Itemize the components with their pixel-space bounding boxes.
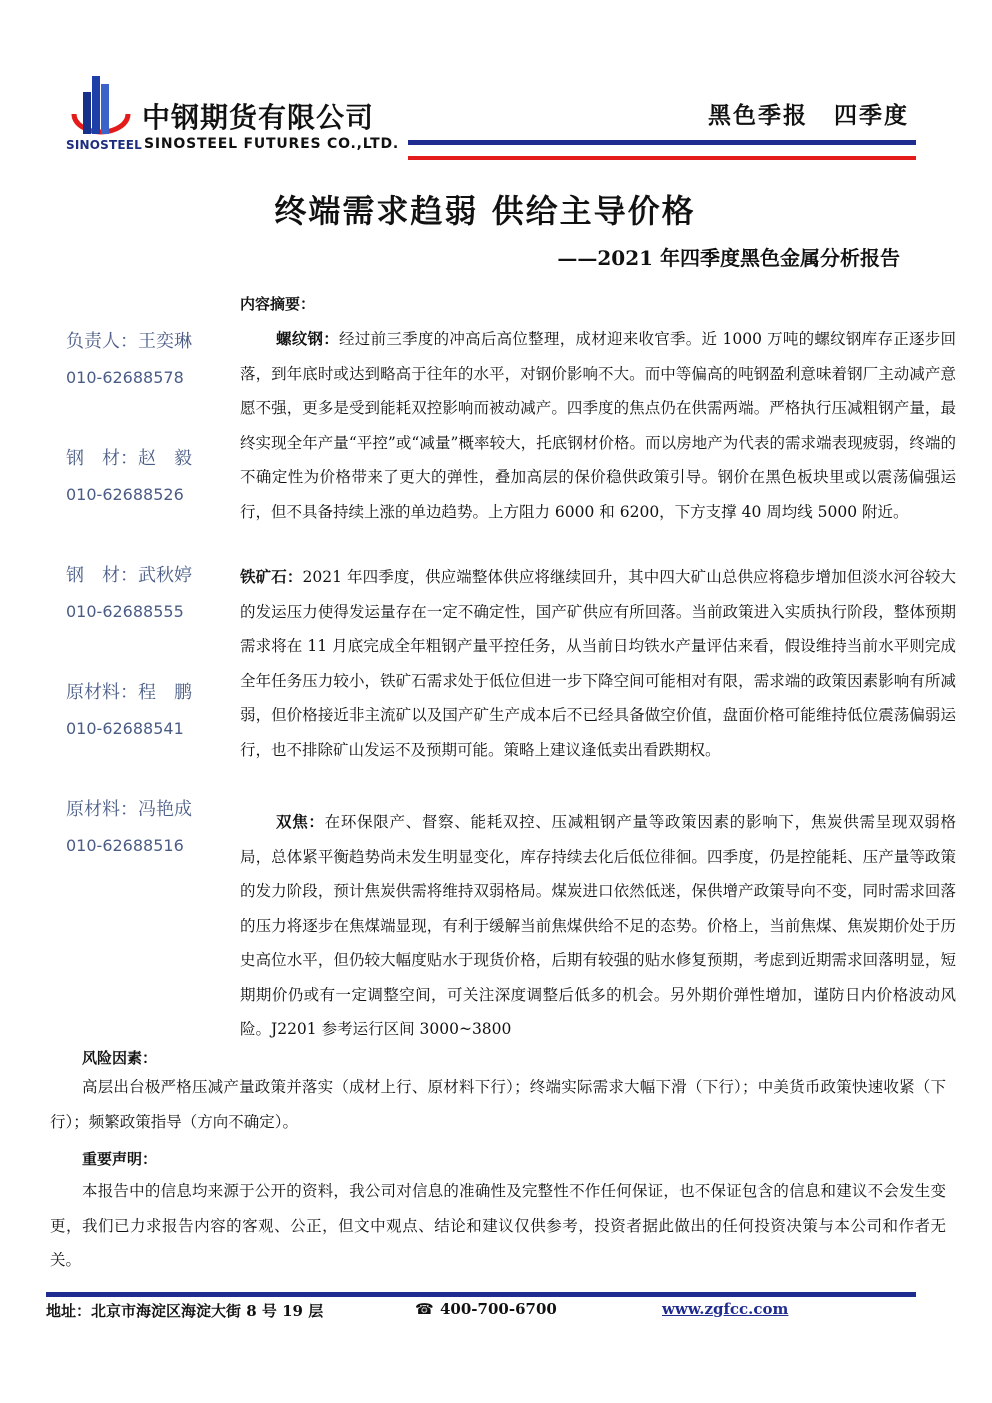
abstract-heading: 内容摘要： [240, 295, 316, 313]
coke-label: 双焦： [276, 812, 325, 831]
contact-phone: 010-62688541 [66, 719, 184, 738]
page-subtitle: ——2021 年四季度黑色金属分析报告 [557, 246, 900, 270]
risk-paragraph: 高层出台极严格压减产量政策并落实（成材上行、原材料下行）；终端实际需求大幅下滑（下行）；中美货币政策快速收紧（下行）；频繁政策指导（方向不确定）。 [50, 1078, 946, 1131]
page-title: 终端需求趋弱 供给主导价格 [274, 192, 696, 230]
header-divider-red [408, 156, 916, 160]
coke-paragraph [240, 805, 956, 1047]
rebar-label: 螺纹钢： [276, 329, 340, 348]
footer-website-link[interactable]: www.zgfcc.com [662, 1300, 789, 1318]
company-logo [70, 74, 132, 136]
report-type [708, 97, 909, 130]
iron-ore-paragraph [240, 560, 956, 767]
report-quarter: 四季度 [834, 102, 909, 129]
contact-name: 原材料：冯艳成 [66, 799, 192, 820]
logo-text: SINOSTEEL [66, 138, 143, 152]
risk-heading: 风险因素： [82, 1049, 158, 1067]
contact-phone: 010-62688578 [66, 368, 184, 387]
contact-name: 原材料：程 鹏 [66, 682, 192, 703]
footer-address: 地址：北京市海淀区海淀大街 8 号 19 层 [46, 1302, 324, 1320]
declaration-heading: 重要声明： [82, 1150, 158, 1168]
contact-name: 负责人：王奕琳 [66, 331, 192, 352]
footer-phone: 400-700-6700 [440, 1300, 557, 1318]
rebar-paragraph [240, 322, 956, 529]
phone-icon: ☎ [415, 1300, 434, 1318]
contact-name: 钢 材：武秋婷 [66, 565, 192, 586]
contact-name: 钢 材：赵 毅 [66, 448, 192, 469]
report-type-label: 黑色季报 [708, 102, 808, 129]
coke-text: 在环保限产、督察、能耗双控、压减粗钢产量等政策因素的影响下，焦炭供需呈现双弱格局，总体紧平衡趋势尚未发生明显变化，库存持续去化后低位徘徊。四季度，仍是控能耗、压产量等政策的发力阶段，预计焦炭供需将维持双弱格局。煤炭进口依然低迷，保供增产政策导向不变，同时需求回落的压力将逐步在焦煤端显现，有利于缓解当前焦煤供给不足的态势。价格上，当前焦煤、焦炭期价处于历史高位水平，但仍较大幅度贴水于现货价格，后期有较强的贴水修复预期，考虑到近期需求回落明显，短期期价仍或有一定调整空间，可关注深度调整后低多的机会。另外期价弹性增加，谨防日内价格波动风险。J2201 参考运行区间 3000~3800 [240, 813, 956, 1038]
footer-divider [46, 1292, 916, 1297]
contact-phone: 010-62688526 [66, 485, 184, 504]
company-name-cn: 中钢期货有限公司 [142, 101, 375, 134]
logo-graphic [70, 74, 132, 136]
rebar-text: 经过前三季度的冲高后高位整理，成材迎来收官季。近 1000 万吨的螺纹钢库存正逐步回落，到年底时或达到略高于往年的水平，对钢价影响不大。而中等偏高的吨钢盈利意味着钢厂主动减产意愿不强，更多是受到能耗双控影响而被动减产。四季度的焦点仍在供需两端。严格执行压减粗钢产量，最终实现全年产量“平控”或“减量”概率较大，托底钢材价格。而以房地产为代表的需求端表现疲弱，终端的不确定性为价格带来了更大的弹性，叠加高层的保价稳供政策引导。钢价在黑色板块里或以震荡偏强运行，但不具备持续上涨的单边趋势。上方阻力 6000 和 6200，下方支撑 40 周均线 5000 附近。 [240, 330, 956, 521]
iron-ore-label: 铁矿石： [240, 567, 303, 586]
contact-phone: 010-62688555 [66, 602, 184, 621]
contact-phone: 010-62688516 [66, 836, 184, 855]
iron-ore-text: 2021 年四季度，供应端整体供应将继续回升，其中四大矿山总供应将稳步增加但淡水河谷较大的发运压力使得发运量存在一定不确定性，国产矿供应有所回落。当前政策进入实质执行阶段，整体预期需求将在 11 月底完成全年粗钢产量平控任务，从当前日均铁水产量评估来看，假设维持当前水平则完成全年任务压力较小，铁矿石需求处于低位但进一步下降空间可能相对有限，需求端的政策因素影响有所减弱，但价格接近非主流矿以及国产矿生产成本后不已经具备做空价值，盘面价格可能维持低位震荡偏弱运行，也不排除矿山发运不及预期可能。策略上建议逢低卖出看跌期权。 [240, 568, 956, 759]
declaration-paragraph: 本报告中的信息均来源于公开的资料，我公司对信息的准确性及完整性不作任何保证，也不保证包含的信息和建议不会发生变更，我们已力求报告内容的客观、公正，但文中观点、结论和建议仅供参考，投资者据此做出的任何投资决策与本公司和作者无关。 [50, 1182, 946, 1269]
header-divider-blue [408, 140, 916, 145]
company-name-en: SINOSTEEL FUTURES CO.,LTD. [144, 136, 400, 152]
